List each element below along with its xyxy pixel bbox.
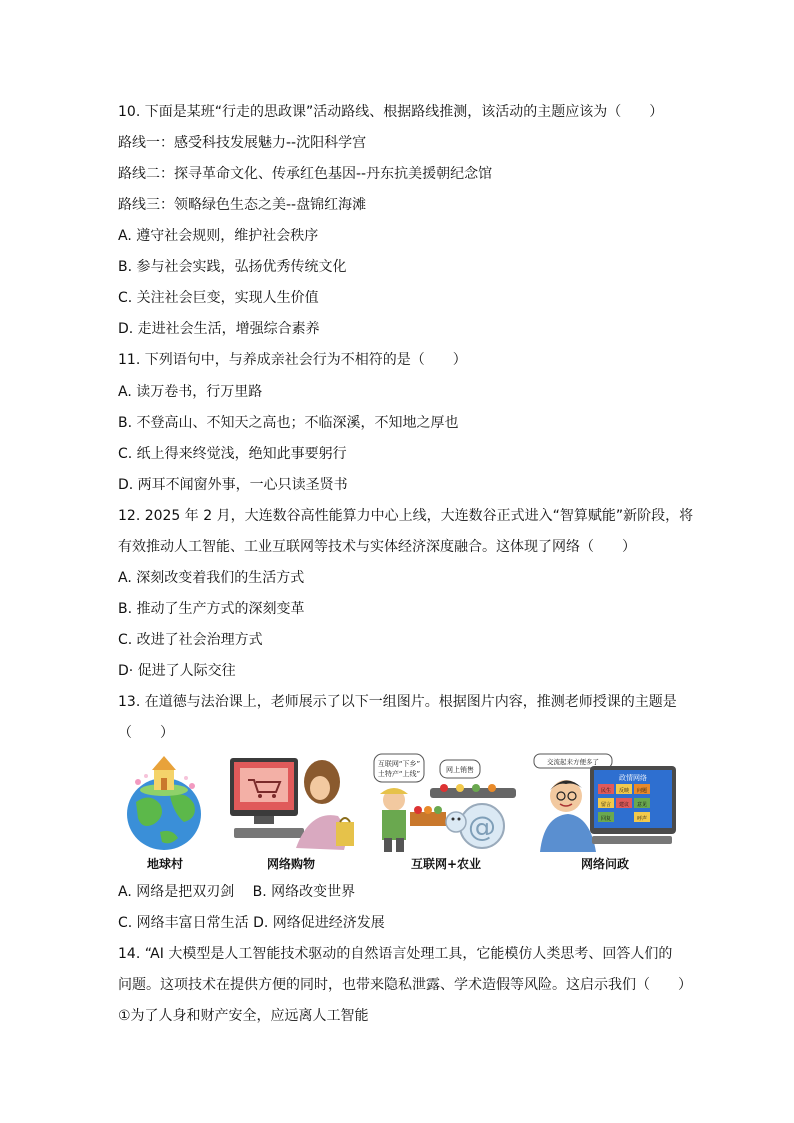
gov-cell-7: 回复	[600, 816, 612, 822]
q10-route-2: 路线二：探寻革命文化、传承红色基因--丹东抗美援朝纪念馆	[118, 166, 493, 182]
q12-option-b: B. 推动了生产方式的深刻变革	[118, 601, 305, 617]
agri-bubble-online-sale: 网上销售	[446, 766, 474, 774]
caption-internet-agriculture: 互联网+农业	[410, 857, 482, 871]
q12-option-c: C. 改进了社会治理方式	[118, 632, 263, 648]
caption-global-village: 地球村	[146, 857, 183, 871]
q14-stem-line-2: 问题。这项技术在提供方便的同时，也带来隐私泄露、学术造假等风险。这启示我们（ ）	[118, 977, 692, 993]
gov-cell-1: 民生	[600, 788, 612, 794]
q13-options-line-1: A. 网络是把双刃剑 B. 网络改变世界	[118, 884, 356, 900]
online-governance-picture	[530, 752, 680, 854]
internet-agriculture-picture	[372, 752, 520, 854]
q13-picture-strip	[120, 752, 680, 874]
gov-cell-2: 反映	[618, 788, 630, 794]
gov-cell-6: 意见	[636, 802, 648, 808]
agri-bubble-line-1: 互联网“下乡”	[377, 760, 421, 768]
q10-option-b: B. 参与社会实践，弘扬优秀传统文化	[118, 259, 347, 275]
caption-online-governance: 网络问政	[580, 857, 629, 871]
q11-option-b: B. 不登高山、不知天之高也；不临深溪，不知地之厚也	[118, 415, 459, 431]
q12-option-a: A. 深刻改变着我们的生活方式	[118, 570, 305, 586]
q13-stem-line-2: （ ）	[118, 725, 174, 741]
q10-option-a: A. 遵守社会规则，维护社会秩序	[118, 228, 319, 244]
q10-route-3: 路线三：领略绿色生态之美--盘锦红海滩	[118, 197, 367, 213]
q12-stem-line-2: 有效推动人工智能、工业互联网等技术与实体经济深度融合。这体现了网络（ ）	[118, 539, 636, 555]
gov-cell-4: 留言	[600, 802, 612, 808]
q11-stem: 11. 下列语句中，与养成亲社会行为不相符的是（ ）	[118, 352, 467, 368]
q11-option-c: C. 纸上得来终觉浅，绝知此事要躬行	[118, 446, 347, 462]
q11-option-d: D. 两耳不闻窗外事，一心只读圣贤书	[118, 477, 348, 493]
q12-option-d: D· 促进了人际交往	[118, 663, 236, 679]
online-shopping-picture	[224, 752, 358, 854]
gov-screen-title: 政情网络	[619, 774, 647, 782]
q14-item-1: ①为了人身和财产安全，应远离人工智能	[118, 1008, 369, 1024]
global-village-picture	[120, 752, 210, 854]
q12-stem-line-1: 12. 2025 年 2 月，大连数谷高性能算力中心上线，大连数谷正式进入“智算赋能”新阶段，将	[118, 508, 694, 524]
q10-route-1: 路线一：感受科技发展魅力--沈阳科学宫	[118, 135, 367, 151]
q10-option-c: C. 关注社会巨变，实现人生价值	[118, 290, 319, 306]
gov-cell-5: 建议	[618, 802, 630, 808]
svg-text:@: @	[468, 810, 496, 843]
q10-option-d: D. 走进社会生活，增强综合素养	[118, 321, 320, 337]
gov-cell-8: 呼声	[636, 816, 648, 822]
q10-stem: 10. 下面是某班“行走的思政课”活动路线、根据路线推测，该活动的主题应该为（ ）	[118, 104, 664, 120]
q13-stem-line-1: 13. 在道德与法治课上，老师展示了以下一组图片。根据图片内容，推测老师授课的主题是	[118, 694, 677, 710]
gov-bubble: 交流起来方便多了	[547, 758, 599, 766]
q14-stem-line-1: 14. “AI 大模型是人工智能技术驱动的自然语言处理工具，它能模仿人类思考、回答人们的	[118, 946, 673, 962]
caption-online-shopping: 网络购物	[266, 857, 315, 871]
q13-options-line-2: C. 网络丰富日常生活 D. 网络促进经济发展	[118, 915, 385, 931]
q11-option-a: A. 读万卷书，行万里路	[118, 384, 263, 400]
gov-cell-3: 问题	[636, 788, 648, 794]
agri-bubble-line-2: 土特产“上线”	[377, 770, 421, 778]
